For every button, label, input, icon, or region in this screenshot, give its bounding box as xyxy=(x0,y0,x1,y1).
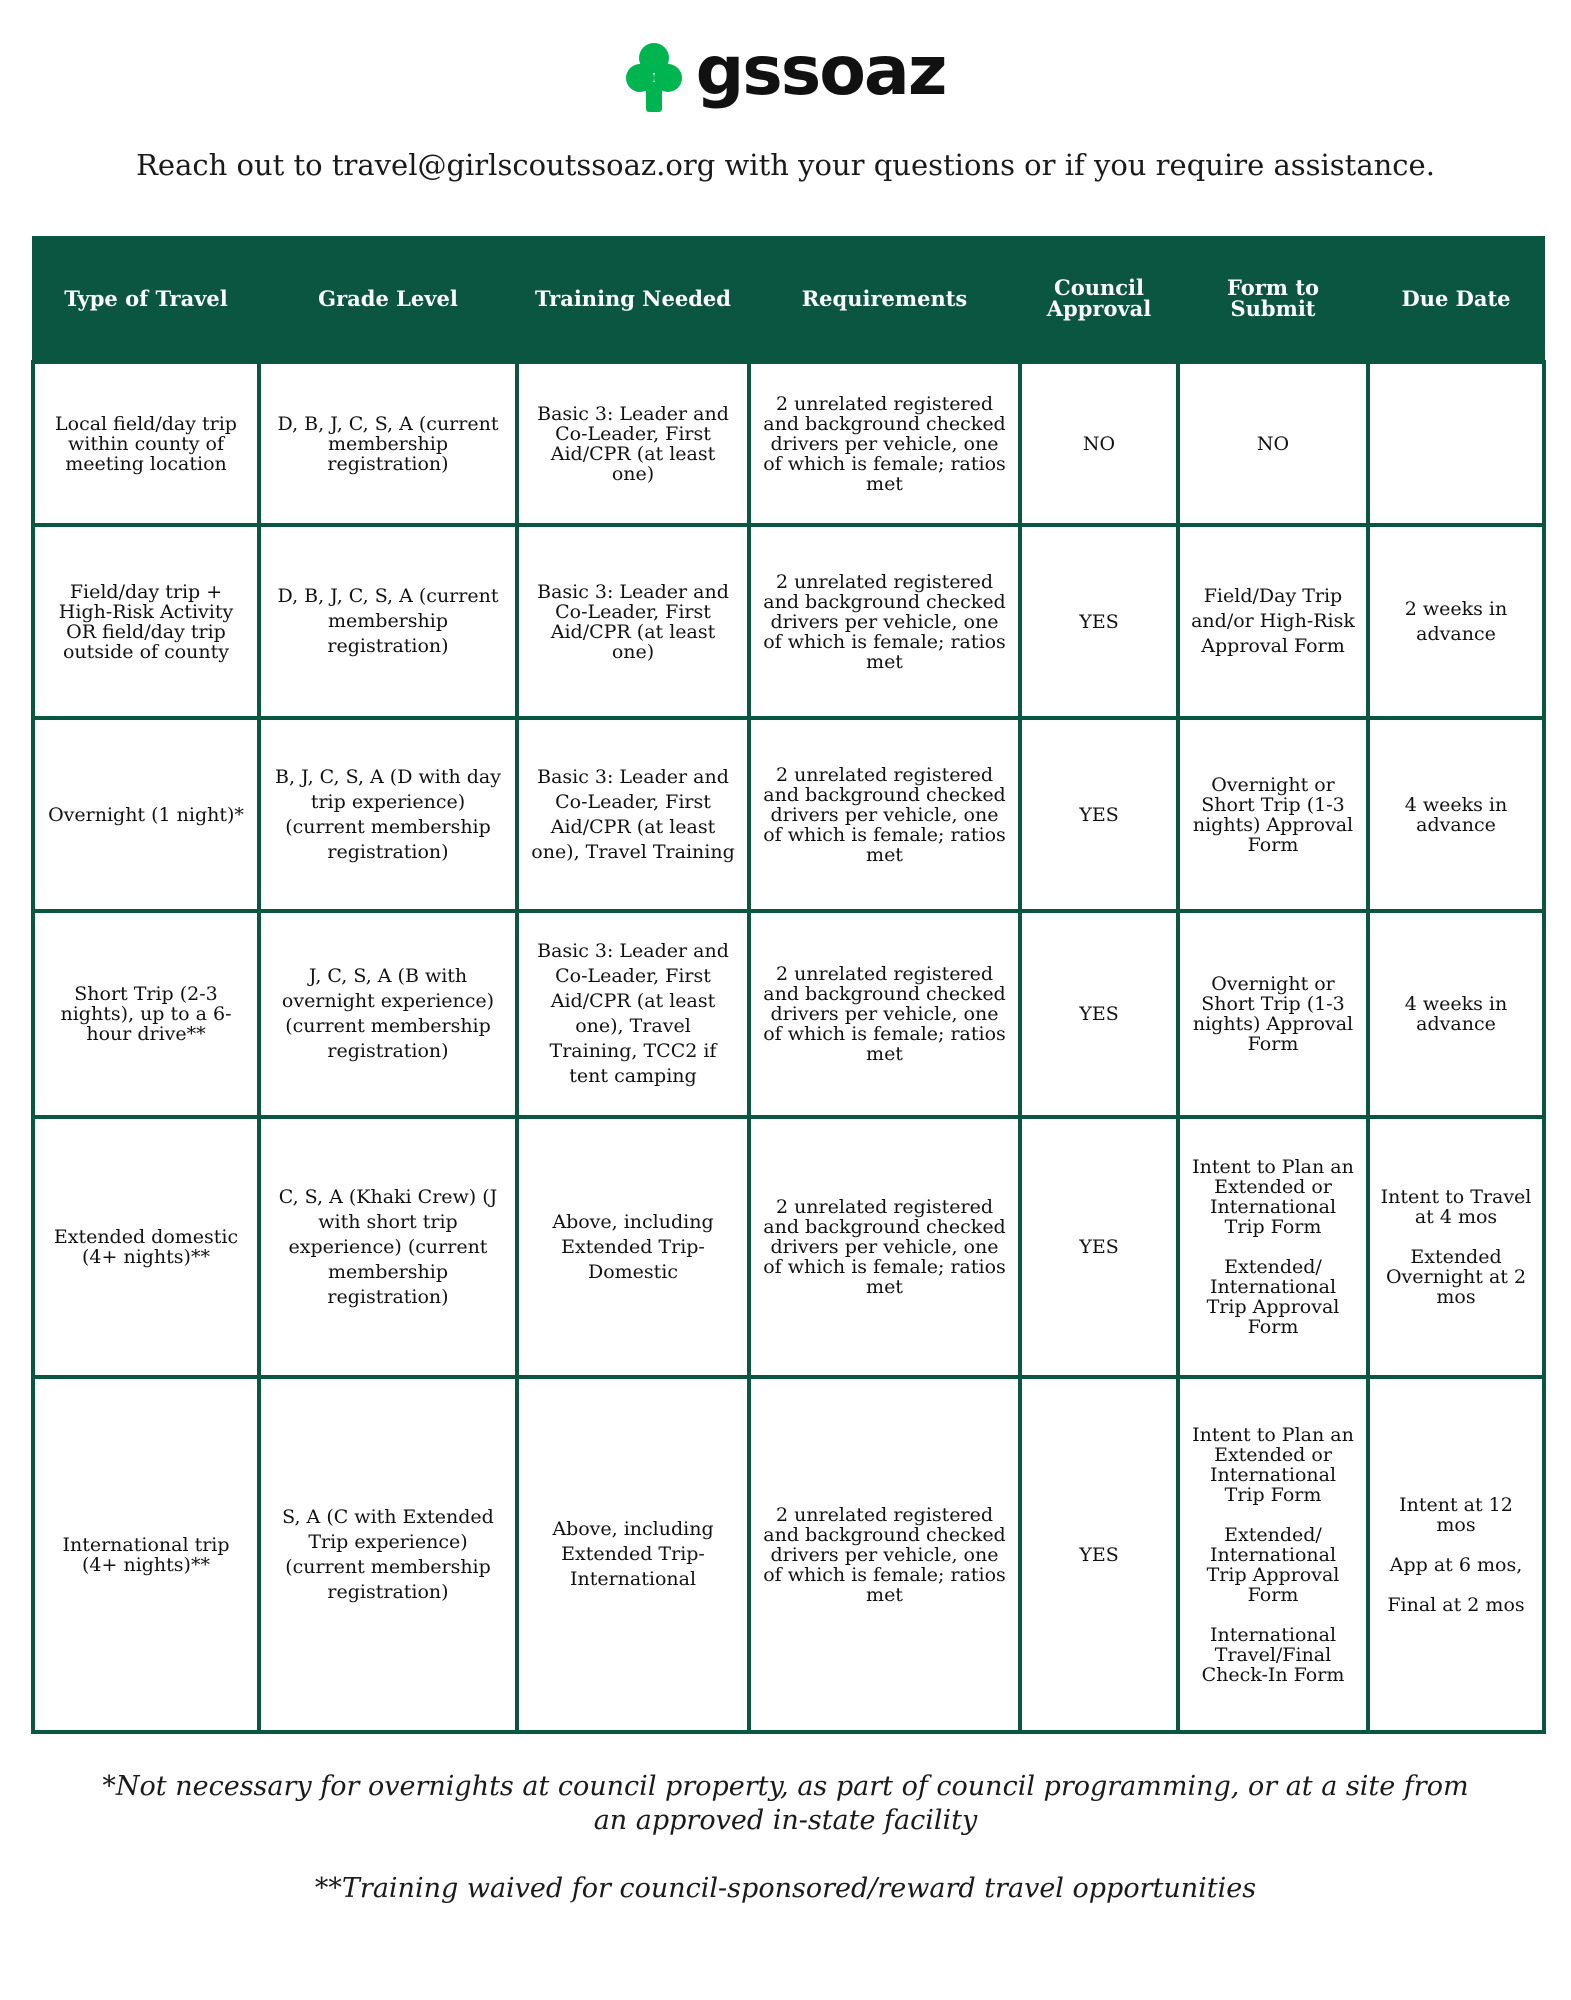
cell-requirements: 2 unrelated registered and background checked drivers per vehicle, one of which is female; ratios met xyxy=(749,718,1020,911)
table-row xyxy=(33,525,1544,718)
cell-grade-level: D, B, J, C, S, A (current membership registration) xyxy=(259,362,517,525)
table-row xyxy=(33,911,1544,1117)
table-header-row xyxy=(33,236,1544,362)
cell-training-needed: Basic 3: Leader and Co-Leader, First Aid/CPR (at least one) xyxy=(517,362,749,525)
cell-type-of-travel: Extended domestic (4+ nights)** xyxy=(33,1117,259,1377)
table-row xyxy=(33,1377,1544,1732)
footnotes xyxy=(100,1770,1471,1940)
cell-training-needed: Basic 3: Leader and Co-Leader, First Aid/CPR (at least one), Travel Training xyxy=(517,718,749,911)
cell-due-date: 2 weeks in advance xyxy=(1368,525,1544,718)
cell-type-of-travel: Local field/day trip within county of meeting location xyxy=(33,362,259,525)
cell-council-approval: YES xyxy=(1020,911,1178,1117)
table-row xyxy=(33,362,1544,525)
cell-type-of-travel: International trip (4+ nights)** xyxy=(33,1377,259,1732)
cell-grade-level: C, S, A (Khaki Crew) (J with short trip experience) (current membership registration) xyxy=(259,1117,517,1377)
cell-form-to-submit: NO xyxy=(1178,362,1368,525)
cell-form-to-submit: Overnight or Short Trip (1-3 nights) Approval Form xyxy=(1178,911,1368,1117)
cell-form-to-submit: Field/Day Trip and/or High-Risk Approval Form xyxy=(1178,525,1368,718)
cell-council-approval: YES xyxy=(1020,525,1178,718)
cell-type-of-travel: Field/day trip + High-Risk Activity OR field/day trip outside of county xyxy=(33,525,259,718)
cell-grade-level: S, A (C with Extended Trip experience) (current membership registration) xyxy=(259,1377,517,1732)
cell-requirements: 2 unrelated registered and background checked drivers per vehicle, one of which is female; ratios met xyxy=(749,525,1020,718)
cell-due-date: Intent to Travel at 4 mos Extended Overnight at 2 mos xyxy=(1368,1117,1544,1377)
header-requirements: Requirements xyxy=(749,236,1020,362)
cell-form-to-submit: Overnight or Short Trip (1-3 nights) Approval Form xyxy=(1178,718,1368,911)
trefoil-icon xyxy=(626,42,682,112)
logo-wordmark: gssoaz xyxy=(695,32,946,111)
cell-due-date: Intent at 12 mos App at 6 mos, Final at 2 mos xyxy=(1368,1377,1544,1732)
cell-requirements: 2 unrelated registered and background checked drivers per vehicle, one of which is female; ratios met xyxy=(749,1117,1020,1377)
table-row xyxy=(33,718,1544,911)
travel-requirements-table xyxy=(31,236,1546,1734)
cell-type-of-travel: Overnight (1 night)* xyxy=(33,718,259,911)
cell-grade-level: B, J, C, S, A (D with day trip experience) (current membership registration) xyxy=(259,718,517,911)
contact-tagline: Reach out to travel@girlscoutssoaz.org with your questions or if you require assistance. xyxy=(136,148,1435,182)
cell-training-needed: Above, including Extended Trip-International xyxy=(517,1377,749,1732)
cell-type-of-travel: Short Trip (2-3 nights), up to a 6-hour drive** xyxy=(33,911,259,1117)
cell-training-needed: Basic 3: Leader and Co-Leader, First Aid/CPR (at least one), Travel Training, TCC2 if tent camping xyxy=(517,911,749,1117)
cell-council-approval: NO xyxy=(1020,362,1178,525)
cell-requirements: 2 unrelated registered and background checked drivers per vehicle, one of which is female; ratios met xyxy=(749,362,1020,525)
table-row xyxy=(33,1117,1544,1377)
cell-council-approval: YES xyxy=(1020,1377,1178,1732)
cell-due-date: 4 weeks in advance xyxy=(1368,911,1544,1117)
header-type-of-travel: Type of Travel xyxy=(33,236,259,362)
cell-training-needed: Basic 3: Leader and Co-Leader, First Aid/CPR (at least one) xyxy=(517,525,749,718)
cell-requirements: 2 unrelated registered and background checked drivers per vehicle, one of which is female; ratios met xyxy=(749,911,1020,1117)
header-due-date: Due Date xyxy=(1368,236,1544,362)
cell-requirements: 2 unrelated registered and background checked drivers per vehicle, one of which is female; ratios met xyxy=(749,1377,1020,1732)
header-form-to-submit: Form to Submit xyxy=(1178,236,1368,362)
cell-council-approval: YES xyxy=(1020,1117,1178,1377)
footnote-overnight: *Not necessary for overnights at council property, as part of council programming, or at a site from an approved in-state facility xyxy=(102,1771,1469,1836)
cell-grade-level: D, B, J, C, S, A (current membership registration) xyxy=(259,525,517,718)
cell-due-date xyxy=(1368,362,1544,525)
cell-due-date: 4 weeks in advance xyxy=(1368,718,1544,911)
cell-council-approval: YES xyxy=(1020,718,1178,911)
logo xyxy=(0,32,1571,112)
cell-grade-level: J, C, S, A (B with overnight experience) (current membership registration) xyxy=(259,911,517,1117)
footnote-training-waived: **Training waived for council-sponsored/reward travel opportunities xyxy=(314,1873,1257,1904)
cell-form-to-submit: Intent to Plan an Extended or International Trip Form Extended/ International Trip Approval Form xyxy=(1178,1117,1368,1377)
header-council-approval: Council Approval xyxy=(1020,236,1178,362)
header-grade-level: Grade Level xyxy=(259,236,517,362)
cell-form-to-submit: Intent to Plan an Extended or International Trip Form Extended/ International Trip Approval Form International Travel/Final Check-In Form xyxy=(1178,1377,1368,1732)
cell-training-needed: Above, including Extended Trip-Domestic xyxy=(517,1117,749,1377)
header-training-needed: Training Needed xyxy=(517,236,749,362)
